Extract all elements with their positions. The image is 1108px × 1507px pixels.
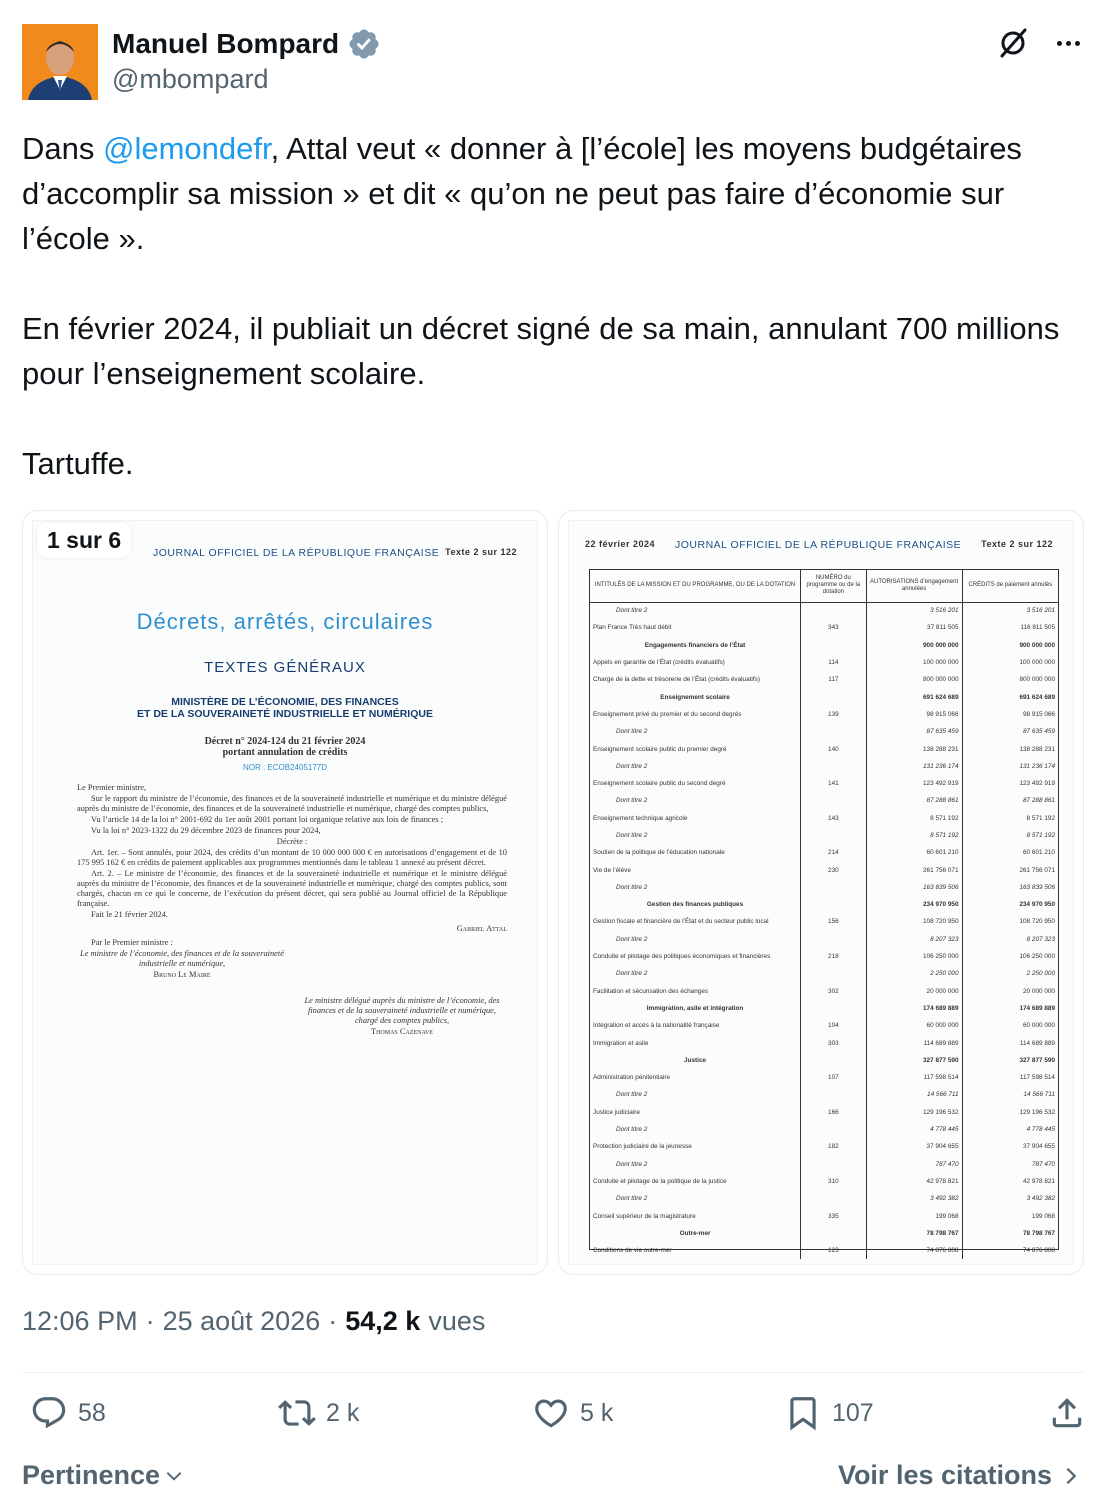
author-name[interactable]: Manuel Bompard — [112, 28, 340, 59]
row-cp: 100 000 000 — [1019, 659, 1055, 667]
row-cp: 900 000 000 — [1019, 641, 1055, 649]
table-row — [590, 965, 1058, 982]
table-row — [590, 792, 1058, 809]
row-label: Dont titre 2 — [590, 931, 801, 948]
row-code — [801, 758, 867, 775]
row-label: Immigration, asile et intégration — [590, 1000, 801, 1017]
budget-table-page — [569, 521, 1073, 1264]
row-label: Enseignement scolaire public du premier degré — [590, 740, 801, 757]
row-cp: 108 720 950 — [1019, 918, 1055, 926]
row-ae: 3 516 201 — [866, 602, 962, 619]
jo-header-page: Texte 2 sur 122 — [981, 539, 1053, 549]
table-row — [590, 619, 1058, 636]
row-ae: 60 601 210 — [866, 844, 962, 861]
row-cp: 14 566 711 — [1023, 1091, 1055, 1099]
row-ae: 4 778 445 — [866, 1121, 962, 1138]
jo-header-page: Texte 2 sur 122 — [445, 547, 517, 557]
share-icon — [1048, 1394, 1086, 1432]
row-cp: 98 915 066 — [1023, 710, 1055, 718]
table-row — [590, 1121, 1058, 1138]
row-label: Dont titre 2 — [590, 1156, 801, 1173]
text-prefix: Dans — [22, 131, 103, 166]
table-row — [590, 948, 1058, 965]
ministry-name: MINISTÈRE DE L’ÉCONOMIE, DES FINANCES ET DE LA SOUVERAINETÉ INDUSTRIELLE ET NUMÉRIQUE — [137, 696, 433, 720]
row-code: 214 — [801, 844, 867, 861]
table-row — [590, 1069, 1058, 1086]
row-ae: 129 196 532 — [866, 1104, 962, 1121]
row-ae: 131 236 174 — [866, 758, 962, 775]
table-row — [590, 602, 1058, 619]
separator-dot: · — [328, 1306, 338, 1336]
reply-count: 58 — [78, 1398, 106, 1427]
chevron-down-icon — [164, 1466, 184, 1486]
author-handle[interactable]: @mbompard — [112, 64, 269, 94]
row-cp: 78 798 767 — [1023, 1229, 1055, 1237]
column-header: CRÉDITS de paiement annulés — [962, 570, 1058, 602]
textes-generaux: TEXTES GÉNÉRAUX — [204, 659, 366, 676]
row-cp: 129 196 532 — [1019, 1108, 1055, 1116]
row-label: Dont titre 2 — [590, 723, 801, 740]
view-quotes-link[interactable] — [838, 1460, 1080, 1491]
heart-icon — [532, 1394, 570, 1432]
row-ae: 163 839 506 — [866, 879, 962, 896]
table-row — [590, 1104, 1058, 1121]
row-code — [801, 1225, 867, 1242]
row-ae: 2 250 000 — [866, 965, 962, 982]
row-label: Dont titre 2 — [590, 965, 801, 982]
row-ae: 60 000 000 — [866, 1017, 962, 1034]
row-label: Justice — [590, 1052, 801, 1069]
sort-dropdown[interactable] — [22, 1460, 184, 1491]
row-label: Intégration et accès à la nationalité française — [590, 1017, 801, 1034]
row-cp: 60 000 000 — [1023, 1022, 1055, 1030]
table-row — [590, 654, 1058, 671]
table-row — [590, 1034, 1058, 1051]
row-cp: 4 778 445 — [1026, 1126, 1055, 1134]
row-cp: 163 839 506 — [1019, 883, 1055, 891]
tweet-paragraph-2: En février 2024, il publiait un décret signé de sa main, annulant 700 millions pour l’enseignement scolaire. — [22, 311, 1060, 391]
table-row — [590, 1225, 1058, 1242]
tweet-text — [22, 126, 1092, 486]
row-cp: 42 978 821 — [1023, 1177, 1055, 1185]
row-cp: 106 250 000 — [1019, 953, 1055, 961]
media-image-2[interactable] — [558, 510, 1084, 1275]
table-row — [590, 688, 1058, 705]
row-cp: 60 601 210 — [1023, 849, 1055, 857]
row-cp: 3 492 382 — [1026, 1195, 1055, 1203]
row-code: 156 — [801, 913, 867, 930]
tweet-paragraph-3: Tartuffe. — [22, 446, 134, 481]
row-ae: 78 798 767 — [866, 1225, 962, 1242]
row-code — [801, 827, 867, 844]
table-row — [590, 810, 1058, 827]
row-label: Appels en garantie de l’État (crédits évaluatifs) — [590, 654, 801, 671]
jo-header-title: JOURNAL OFFICIEL DE LA RÉPUBLIQUE FRANÇAISE — [674, 539, 962, 551]
row-cp: 199 068 — [1031, 1212, 1055, 1220]
row-cp: 3 516 201 — [1026, 607, 1055, 615]
table-row — [590, 844, 1058, 861]
row-cp: 117 598 514 — [1019, 1074, 1055, 1082]
table-row — [590, 913, 1058, 930]
table-row — [590, 1242, 1058, 1259]
views-label: vues — [428, 1306, 486, 1336]
table-row — [590, 1156, 1058, 1173]
mention-link[interactable]: @lemondefr — [102, 131, 271, 166]
table-row — [590, 723, 1058, 740]
row-label: Enseignement scolaire — [590, 688, 801, 705]
row-label: Enseignement scolaire public du second degré — [590, 775, 801, 792]
row-code — [801, 723, 867, 740]
row-ae: 74 876 808 — [866, 1242, 962, 1259]
more-options-icon[interactable] — [1052, 27, 1084, 59]
row-ae: 100 000 000 — [866, 654, 962, 671]
row-ae: 117 598 514 — [866, 1069, 962, 1086]
tweet-paragraph-1 — [22, 126, 1092, 261]
row-code: 303 — [801, 1034, 867, 1051]
table-row — [590, 775, 1058, 792]
row-label: Dont titre 2 — [590, 827, 801, 844]
table-row — [590, 931, 1058, 948]
table-row — [590, 983, 1058, 1000]
row-cp: 261 756 071 — [1019, 866, 1055, 874]
row-code: 107 — [801, 1069, 867, 1086]
row-ae: 327 877 590 — [866, 1052, 962, 1069]
table-row — [590, 1138, 1058, 1155]
row-code: 117 — [801, 671, 867, 688]
column-header: AUTORISATIONS d’engagement annulées — [866, 570, 962, 602]
section-title: Décrets, arrêtés, circulaires — [136, 609, 434, 634]
row-cp: 138 288 231 — [1019, 745, 1055, 753]
row-cp: 787 470 — [1031, 1160, 1055, 1168]
row-code — [801, 688, 867, 705]
row-ae: 8 571 192 — [866, 827, 962, 844]
row-ae: 138 288 231 — [866, 740, 962, 757]
row-ae: 108 720 950 — [866, 913, 962, 930]
row-label: Enseignement privé du premier et du second degrés — [590, 706, 801, 723]
row-ae: 20 000 000 — [866, 983, 962, 1000]
row-code — [801, 1000, 867, 1017]
table-row — [590, 1190, 1058, 1207]
repost-count: 2 k — [326, 1398, 360, 1427]
row-ae: 98 915 066 — [866, 706, 962, 723]
tweet-meta — [22, 1306, 485, 1337]
row-label: Dont titre 2 — [590, 792, 801, 809]
row-cp: 691 624 689 — [1019, 693, 1055, 701]
bookmark-icon — [784, 1394, 822, 1432]
repost-icon — [278, 1394, 316, 1432]
row-cp: 8 571 192 — [1026, 814, 1055, 822]
views-count: 54,2 k — [345, 1306, 421, 1336]
row-cp: 8 207 323 — [1026, 935, 1055, 943]
row-label: Vie de l’élève — [590, 861, 801, 878]
row-cp: 327 877 590 — [1019, 1056, 1055, 1064]
row-label: Justice judiciaire — [590, 1104, 801, 1121]
table-row — [590, 1052, 1058, 1069]
row-label: Engagements financiers de l’État — [590, 637, 801, 654]
row-code: 302 — [801, 983, 867, 1000]
row-cp: 8 571 192 — [1026, 832, 1055, 839]
jo-header-date: 22 février 2024 — [585, 539, 656, 549]
decree-body: Le Premier ministre, Sur le rapport du ministre de l’économie, des finances et de la souveraineté industrielle et numérique et du ministre délégué auprès du ministre de l’économie, des finances et de la souveraineté industrielle et numérique, chargé des comptes publics, Vu l’article 14 de la loi n° 2001-692 du 1er août 2001 portant loi organique relative aux lois de finances ; Vu la loi n° 2023-1322 du 29 décembre 2023 de finances pour 2024, Décrète : Art. 1er. – Sont annulés, pour 2024, des crédits d’un montant de 10 000 000 000 € en autorisations d’engagement et de 10 175 995 162 € en crédits de paiement applicables aux programmes mentionnés dans le tableau 1 annexé au présent décret. Art. 2. – Le ministre de l’économie, des finances et de la souveraineté industrielle et numérique et le ministre délégué auprès du ministre de l’économie, des finances et de la souveraineté industrielle et numérique, chargé des comptes publics, sont chargés, chacun en ce qui le concerne, de l’exécution du présent décret, qui sera publié au Journal officiel de la République française. Fait le 21 février 2024. Gabriel Attal Par le Premier ministre : Le ministre de l’économie, des finances et de la souveraineté industrielle et numérique, Bruno Le Maire Le ministre délégué auprès du ministre de l’économie, des finances et de la souveraineté industrielle et numérique, chargé des comptes publics, Thomas Cazenave — [77, 783, 507, 1036]
media-image-1[interactable] — [22, 510, 548, 1275]
nor-reference: NOR : ECOB2405177D — [242, 763, 328, 772]
row-ae: 8 207 323 — [866, 931, 962, 948]
row-label: Conduite et pilotage des politiques économiques et financières — [590, 948, 801, 965]
row-cp: 131 236 174 — [1019, 762, 1055, 770]
row-cp: 123 492 919 — [1019, 780, 1055, 788]
decree-page — [33, 521, 537, 1264]
row-ae: 8 571 192 — [866, 810, 962, 827]
row-code — [801, 896, 867, 913]
row-code — [801, 1086, 867, 1103]
row-label: Gestion des finances publiques — [590, 896, 801, 913]
row-ae: 87 635 459 — [866, 723, 962, 740]
row-code — [801, 792, 867, 809]
row-ae: 37 904 655 — [866, 1138, 962, 1155]
row-label: Outre-mer — [590, 1225, 801, 1242]
table-row — [590, 1086, 1058, 1103]
jo-header-title: JOURNAL OFFICIEL DE LA RÉPUBLIQUE FRANÇAISE — [153, 547, 440, 559]
table-row — [590, 1173, 1058, 1190]
row-code — [801, 637, 867, 654]
row-label: Dont titre 2 — [590, 1190, 801, 1207]
table-row — [590, 758, 1058, 775]
row-ae: 787 470 — [866, 1156, 962, 1173]
row-code: 123 — [801, 1242, 867, 1259]
avatar-image — [22, 24, 98, 100]
row-cp: 114 689 889 — [1019, 1039, 1055, 1047]
row-label: Administration pénitentiaire — [590, 1069, 801, 1086]
row-cp: 74 876 808 — [1023, 1247, 1055, 1255]
row-code: 140 — [801, 740, 867, 757]
row-code — [801, 1121, 867, 1138]
budget-table — [590, 570, 1058, 1259]
row-code: 335 — [801, 1207, 867, 1224]
table-row — [590, 827, 1058, 844]
media-gallery — [22, 510, 1084, 1275]
row-code: 182 — [801, 1138, 867, 1155]
row-code: 230 — [801, 861, 867, 878]
row-code: 218 — [801, 948, 867, 965]
row-cp: 234 970 950 — [1019, 901, 1055, 909]
like-button[interactable] — [532, 1394, 613, 1432]
table-row — [590, 1017, 1058, 1034]
chevron-right-icon — [1062, 1465, 1080, 1487]
share-button[interactable] — [1048, 1394, 1086, 1432]
bookmark-button[interactable] — [784, 1394, 874, 1432]
table-row — [590, 706, 1058, 723]
table-row — [590, 637, 1058, 654]
row-cp: 116 811 505 — [1020, 624, 1055, 632]
row-ae: 106 250 000 — [866, 948, 962, 965]
row-code — [801, 965, 867, 982]
row-ae: 199 068 — [866, 1207, 962, 1224]
row-label: Dont titre 2 — [590, 879, 801, 896]
row-label: Conditions de vie outre-mer — [590, 1242, 801, 1259]
row-code: 343 — [801, 619, 867, 636]
repost-button[interactable] — [278, 1394, 359, 1432]
row-code: 139 — [801, 706, 867, 723]
row-ae: 37 811 505 — [866, 619, 962, 636]
table-row — [590, 861, 1058, 878]
row-ae: 234 970 950 — [866, 896, 962, 913]
row-cp: 174 689 889 — [1019, 1004, 1055, 1012]
row-label: Plan France Très haut débit — [590, 619, 801, 636]
tweet-date[interactable]: 25 août 2026 — [162, 1306, 321, 1336]
avatar[interactable] — [22, 24, 98, 100]
row-ae: 87 288 861 — [866, 792, 962, 809]
row-ae: 114 689 889 — [866, 1034, 962, 1051]
row-code: 104 — [801, 1017, 867, 1034]
tweet-time[interactable]: 12:06 PM — [22, 1306, 138, 1336]
divider — [22, 1372, 1084, 1373]
column-header: NUMÉRO du programme ou de la dotation — [801, 570, 867, 602]
row-cp: 87 635 459 — [1023, 728, 1055, 736]
row-ae: 42 978 821 — [866, 1173, 962, 1190]
row-label: Facilitation et sécurisation des échanges — [590, 983, 801, 1000]
row-code: 114 — [801, 654, 867, 671]
row-cp: 800 000 000 — [1019, 676, 1055, 684]
row-code — [801, 1190, 867, 1207]
row-label: Charge de la dette et trésorerie de l’État (crédits évaluatifs) — [590, 671, 801, 688]
row-code — [801, 602, 867, 619]
quotes-label: Voir les citations — [837, 1460, 1052, 1490]
row-ae: 174 689 889 — [866, 1000, 962, 1017]
row-ae: 14 566 711 — [866, 1086, 962, 1103]
sort-label: Pertinence — [22, 1460, 161, 1490]
row-ae: 900 000 000 — [866, 637, 962, 654]
row-label: Enseignement technique agricole — [590, 810, 801, 827]
row-cp: 20 000 000 — [1023, 987, 1055, 995]
row-label: Conduite et pilotage de la politique de la justice — [590, 1173, 801, 1190]
separator-dot: · — [145, 1306, 155, 1336]
row-code: 143 — [801, 810, 867, 827]
text-rest: , Attal veut « donner à [l’école] les moyens budgétaires d’accomplir sa mission » et dit « qu’on ne peut pas faire d’économie sur l’école ». — [22, 131, 1022, 256]
row-label: Immigration et asile — [590, 1034, 801, 1051]
row-cp: 2 250 000 — [1026, 970, 1055, 978]
row-ae: 261 756 071 — [866, 861, 962, 878]
row-label: Conseil supérieur de la magistrature — [590, 1207, 801, 1224]
bookmark-count: 107 — [832, 1398, 874, 1427]
row-label: Gestion fiscale et financière de l’État et du secteur public local — [590, 913, 801, 930]
row-cp: 87 288 861 — [1023, 797, 1055, 805]
decree-title: Décret n° 2024-124 du 21 février 2024 portant annulation de crédits — [204, 736, 366, 758]
row-code: 166 — [801, 1104, 867, 1121]
row-ae: 3 492 382 — [866, 1190, 962, 1207]
verified-badge-icon[interactable] — [347, 27, 381, 61]
row-code — [801, 879, 867, 896]
row-label: Dont titre 2 — [590, 758, 801, 775]
row-code — [801, 1156, 867, 1173]
table-row — [590, 896, 1058, 913]
reply-icon — [30, 1394, 68, 1432]
row-label: Dont titre 2 — [590, 1086, 801, 1103]
row-label: Protection judiciaire de la jeunesse — [590, 1138, 801, 1155]
row-label: Dont titre 2 — [590, 602, 801, 619]
row-label: Soutien de la politique de l’éducation nationale — [590, 844, 801, 861]
like-count: 5 k — [580, 1398, 614, 1427]
row-ae: 691 624 689 — [866, 688, 962, 705]
table-row — [590, 740, 1058, 757]
budget-table-wrap — [589, 569, 1059, 1255]
row-ae: 800 000 000 — [866, 671, 962, 688]
table-row — [590, 879, 1058, 896]
reply-button[interactable] — [30, 1394, 106, 1432]
row-label: Dont titre 2 — [590, 1121, 801, 1138]
grok-icon[interactable] — [996, 26, 1030, 60]
column-header: INTITULÉS DE LA MISSION ET DU PROGRAMME, OU DE LA DOTATION — [590, 570, 801, 602]
row-code: 141 — [801, 775, 867, 792]
row-code: 310 — [801, 1173, 867, 1190]
image-counter: 1 sur 6 — [37, 523, 131, 558]
row-code — [801, 931, 867, 948]
row-ae: 123 492 919 — [866, 775, 962, 792]
row-code — [801, 1052, 867, 1069]
table-row — [590, 1207, 1058, 1224]
table-row — [590, 1000, 1058, 1017]
action-bar — [22, 1394, 1086, 1444]
table-row — [590, 671, 1058, 688]
row-cp: 37 904 655 — [1023, 1143, 1055, 1151]
